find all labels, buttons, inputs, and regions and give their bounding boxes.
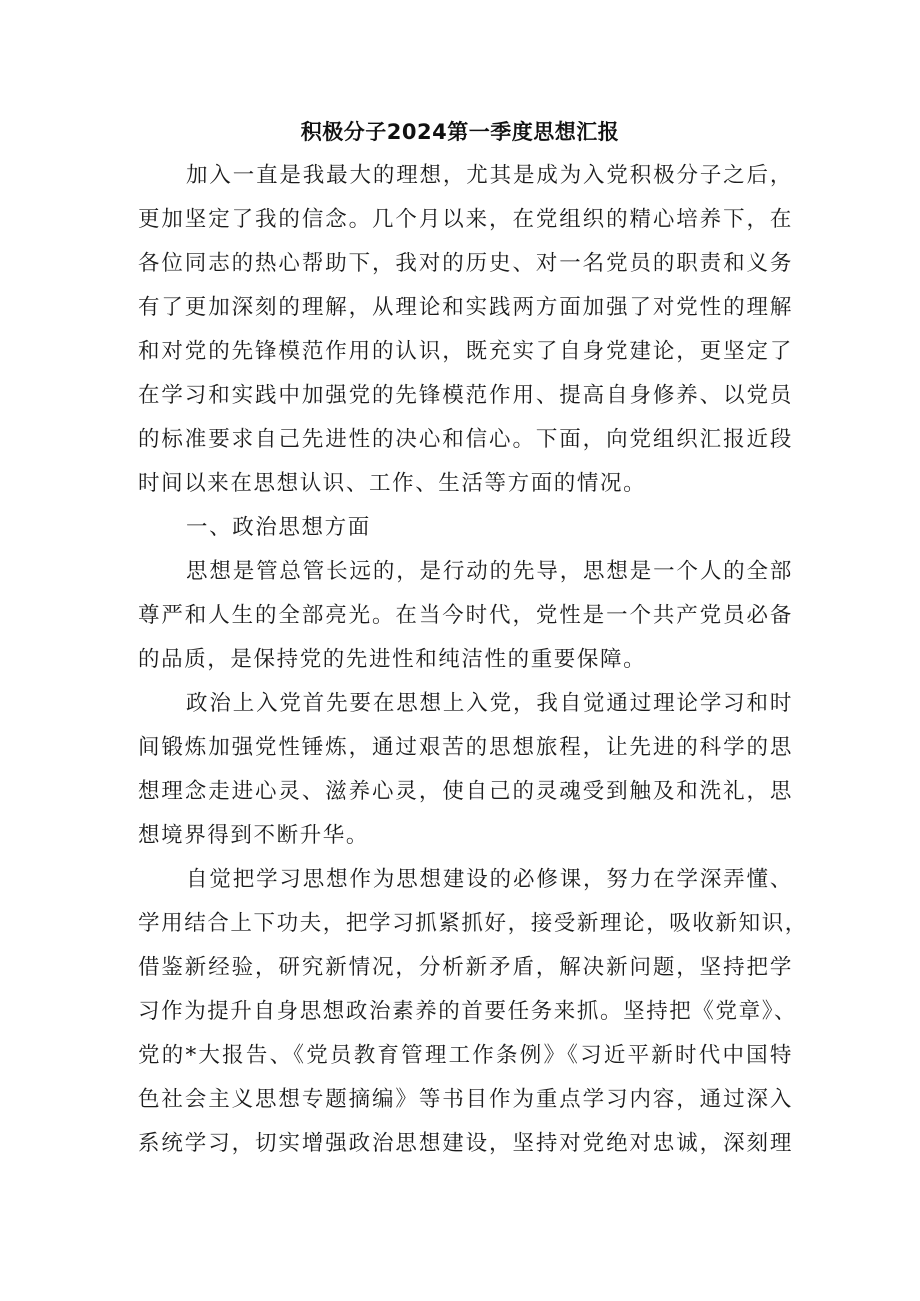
- text-line: 思想是管总管长远的，是行动的先导，思想是一个人的全部: [186, 559, 793, 584]
- text-line: 借鉴新经验，研究新情况，分析新矛盾，解决新问题，坚持把学: [138, 955, 793, 980]
- text-line: 间锻炼加强党性锤炼，通过艰苦的思想旅程，让先进的科学的思: [138, 735, 793, 760]
- text-line: 时间以来在思想认识、工作、生活等方面的情况。: [138, 471, 647, 496]
- text-line: 更加坚定了我的信念。几个月以来，在党组织的精心培养下，在: [138, 207, 793, 232]
- text-line: 学用结合上下功夫，把学习抓紧抓好，接受新理论，吸收新知识，: [138, 911, 808, 936]
- text-line: 尊严和人生的全部亮光。在当今时代，党性是一个共产党员必备: [138, 603, 793, 628]
- text-line: 想理念走进心灵、滋养心灵，使自己的灵魂受到触及和洗礼，思: [138, 779, 793, 804]
- text-line: 习作为提升自身思想政治素养的首要任务来抓。坚持把《党章》、: [138, 999, 798, 1024]
- text-line: 政治上入党首先要在思想上入党，我自觉通过理论学习和时: [186, 691, 793, 716]
- text-line: 党的*大报告、《党员教育管理工作条例》《习近平新时代中国特: [138, 1043, 793, 1068]
- text-line: 想境界得到不断升华。: [138, 823, 370, 848]
- text-line: 和对党的先锋模范作用的认识，既充实了自身党建论，更坚定了: [138, 339, 793, 364]
- text-line: 色社会主义思想专题摘编》等书目作为重点学习内容，通过深入: [138, 1087, 793, 1112]
- document-title: 积极分子2024第一季度思想汇报: [300, 120, 620, 144]
- text-line: 的品质，是保持党的先进性和纯洁性的重要保障。: [138, 647, 647, 672]
- text-line: 在学习和实践中加强党的先锋模范作用、提高自身修养、以党员: [138, 383, 793, 408]
- section-heading: 一、政治思想方面: [186, 515, 371, 540]
- text-line: 的标准要求自己先进性的决心和信心。下面，向党组织汇报近段: [138, 427, 793, 452]
- text-line: 有了更加深刻的理解，从理论和实践两方面加强了对党性的理解: [138, 295, 793, 320]
- text-line: 自觉把学习思想作为思想建设的必修课，努力在学深弄懂、: [186, 867, 793, 892]
- text-line: 加入一直是我最大的理想，尤其是成为入党积极分子之后，: [186, 163, 793, 188]
- text-line: 系统学习，切实增强政治思想建设，坚持对党绝对忠诚，深刻理: [138, 1131, 793, 1156]
- text-line: 各位同志的热心帮助下，我对的历史、对一名党员的职责和义务: [138, 251, 793, 276]
